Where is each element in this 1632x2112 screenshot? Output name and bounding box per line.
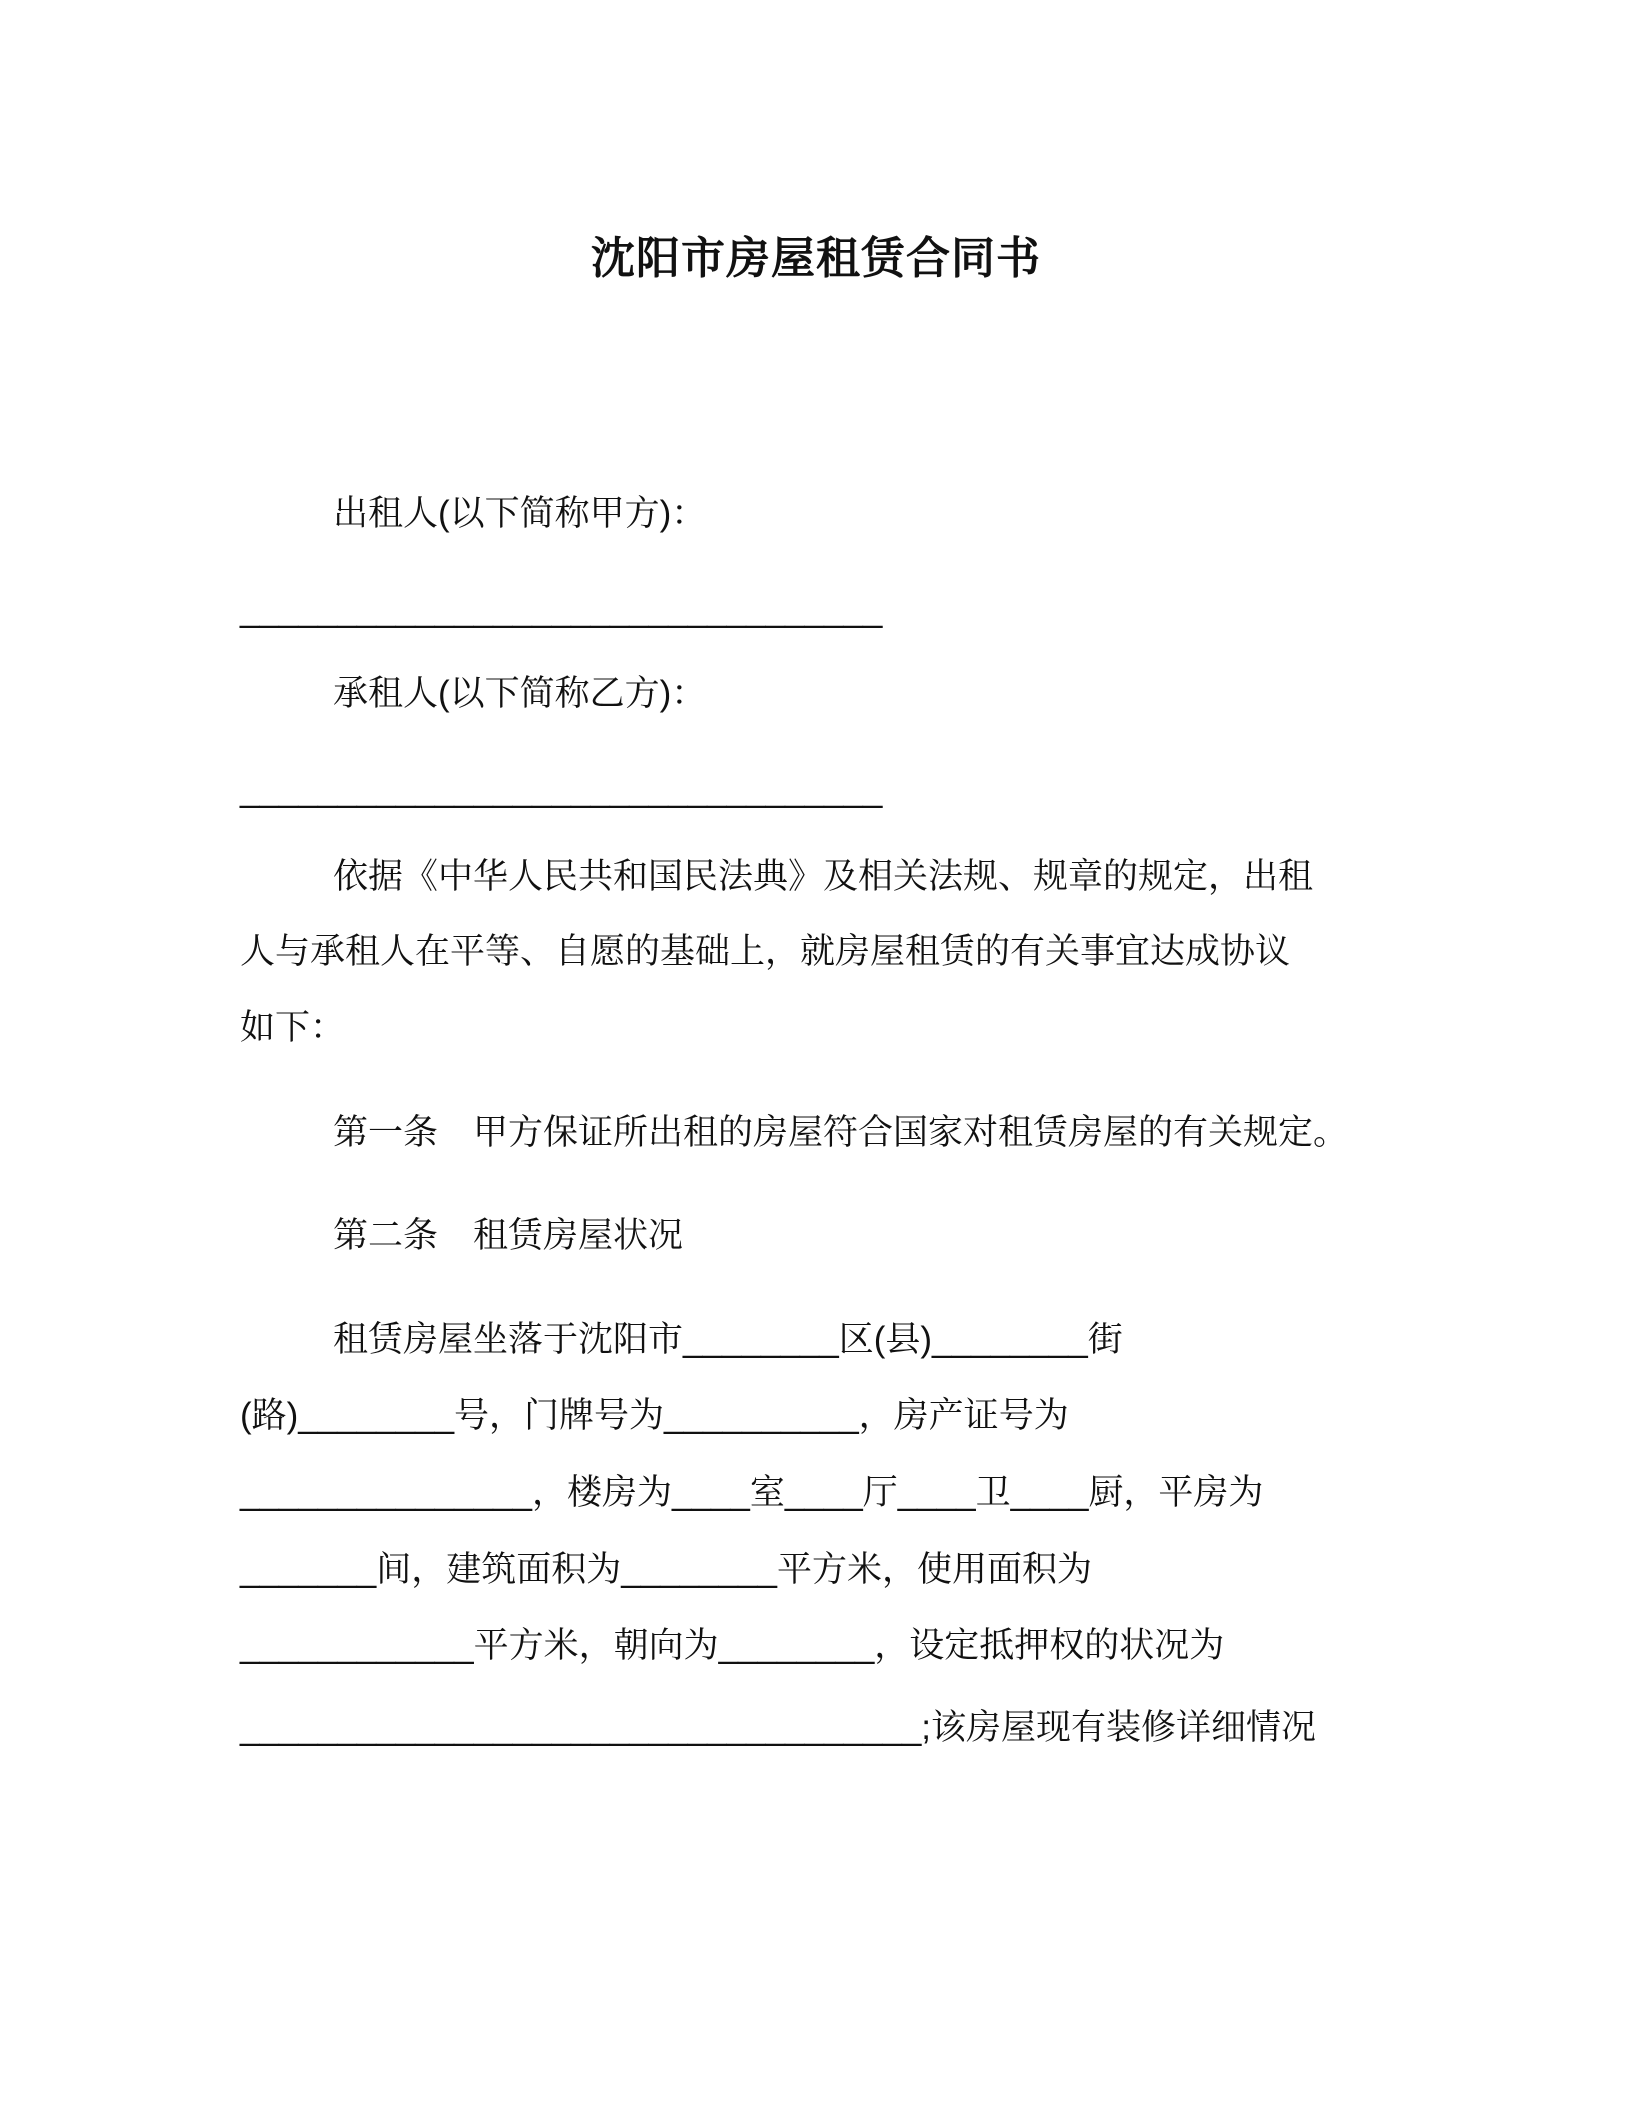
article-1: 第一条 甲方保证所出租的房屋符合国家对租赁房屋的有关规定。 [333,1113,1349,1152]
lessee-blank: _________________________________ [240,770,883,809]
preamble-line: 如下： [240,1008,346,1047]
preamble-line: 依据《中华人民共和国民法典》及相关法规、规章的规定，出租 [333,857,1314,896]
article-2-heading: 第二条 租赁房屋状况 [333,1216,684,1255]
house-line: _______________，楼房为____室____厅____卫____厨，平房为 [240,1473,1264,1512]
house-line: ____________平方米，朝向为________，设定抵押权的状况为 [240,1626,1225,1665]
document-title: 沈阳市房屋租赁合同书 [591,234,1041,283]
house-line: 租赁房屋坐落于沈阳市________区(县)________街 [333,1320,1123,1359]
lessor-blank: _________________________________ [240,590,883,629]
house-line: ___________________________________;该房屋现有装修详细情况 [240,1708,1317,1747]
lessee-label: 承租人(以下简称乙方)： [333,674,707,713]
house-line: _______间，建筑面积为________平方米，使用面积为 [240,1550,1092,1589]
preamble-line: 人与承租人在平等、自愿的基础上，就房屋租赁的有关事宜达成协议 [240,932,1291,971]
house-line: (路)________号，门牌号为__________，房产证号为 [240,1396,1069,1435]
lessor-label: 出租人(以下简称甲方)： [333,494,707,533]
